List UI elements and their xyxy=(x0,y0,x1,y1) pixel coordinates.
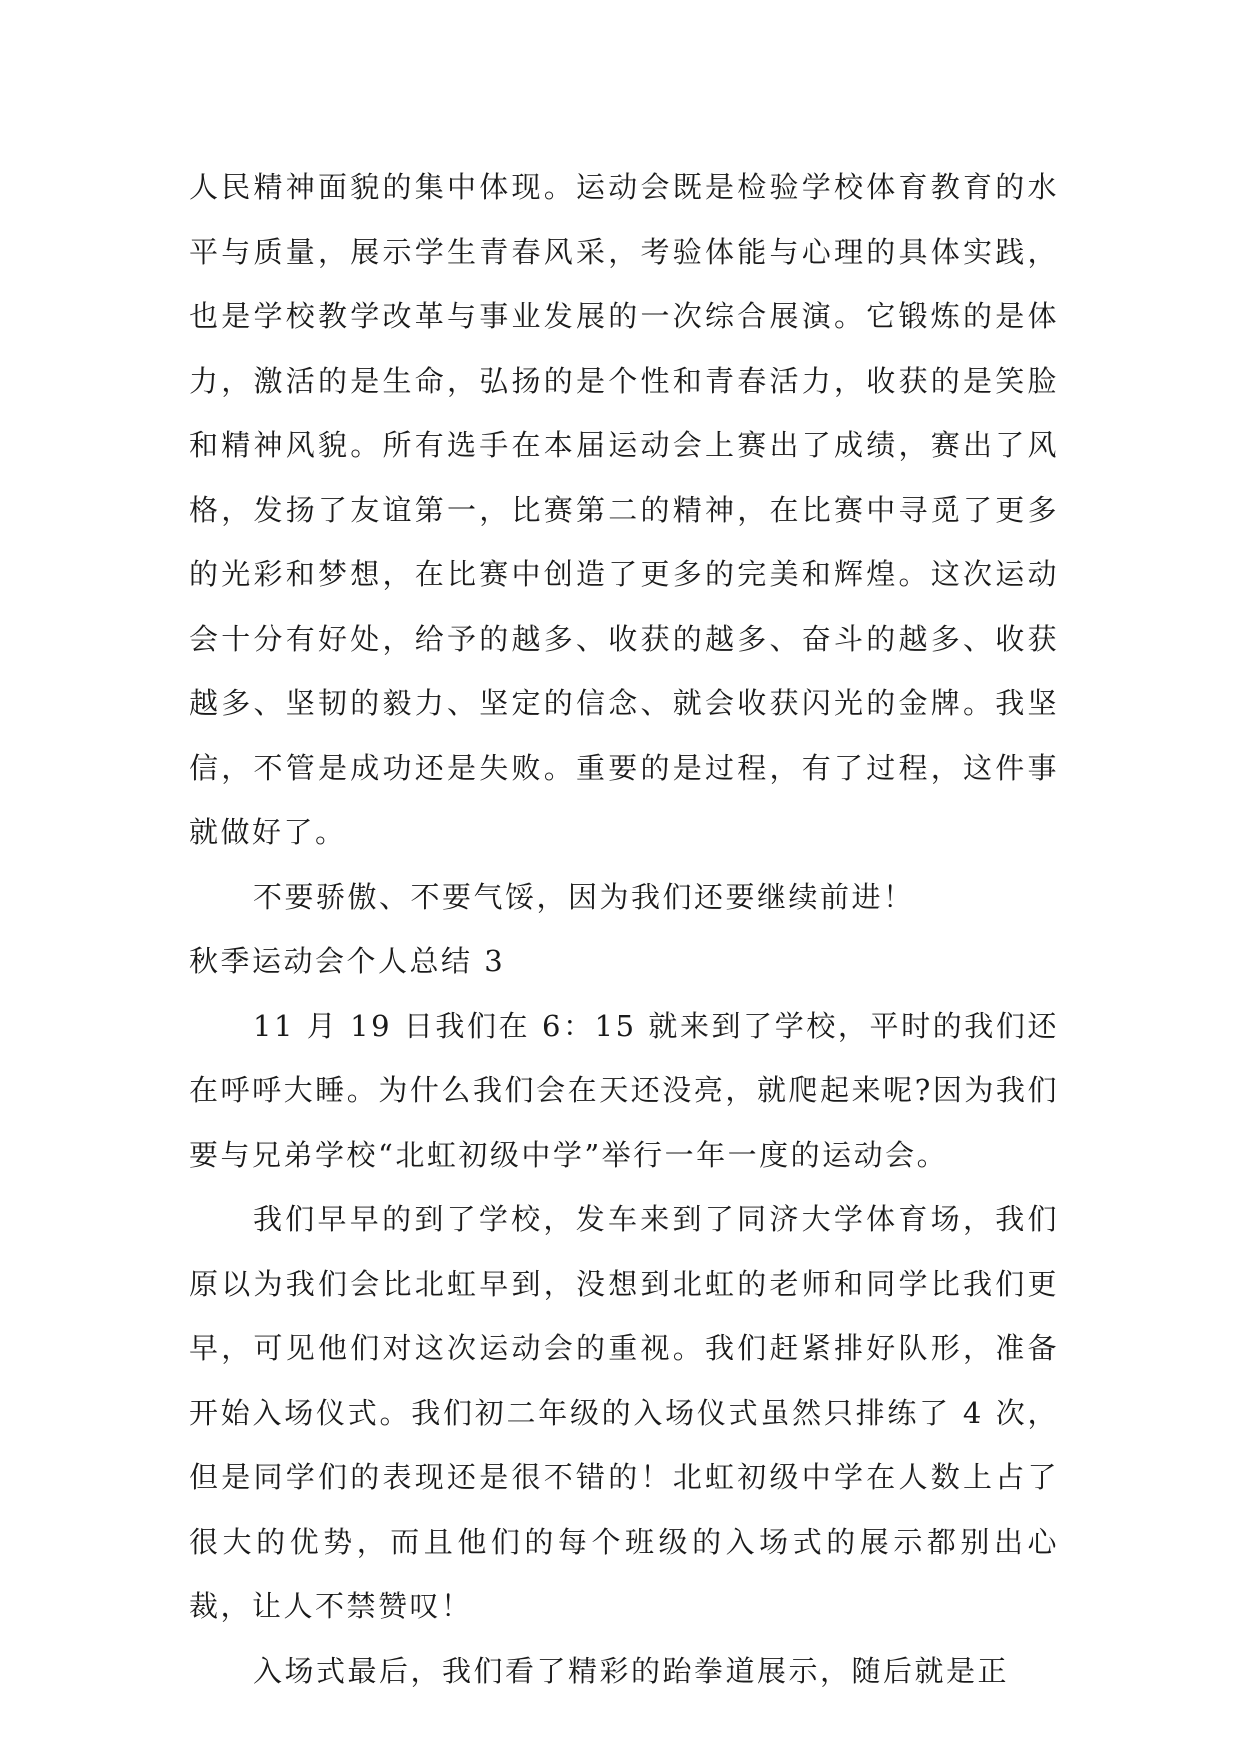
paragraph-encouragement: 不要骄傲、不要气馁，因为我们还要继续前进！ xyxy=(253,879,915,914)
paragraph-morning: 11 月 19 日我们在 6：15 就来到了学校，平时的我们还在呼呼大睡。为什么我们会在天还没亮，就爬起来呢?因为我们要与兄弟学校“北虹初级中学”举行一年一度的运动会。 xyxy=(189,1008,1059,1172)
section-title: 秋季运动会个人总结 3 xyxy=(189,944,506,978)
paragraph-ceremony: 入场式最后，我们看了精彩的跆拳道展示，随后就是正 xyxy=(253,1653,1010,1688)
paragraph-continued: 人民精神面貌的集中体现。运动会既是检验学校体育教育的水平与质量，展示学生青春风采，考验体能与心理的具体实践，也是学校教学改革与事业发展的一次综合展演。它锻炼的是体力，激活的是生命，弘扬的是个性和青春活力，收获的是笑脸和精神风貌。所有选手在本届运动会上赛出了成绩，赛出了风格，发扬了友谊第一，比赛第二的精神，在比赛中寻觅了更多的光彩和梦想，在比赛中创造了更多的完美和辉煌。这次运动会十分有好处，给予的越多、收获的越多、奋斗的越多、收获越多、坚韧的毅力、坚定的信念、就会收获闪光的金牌。我坚信，不管是成功还是失败。重要的是过程，有了过程，这件事就做好了。 xyxy=(189,170,1059,849)
document-body xyxy=(189,155,1059,1703)
paragraph-arrival: 我们早早的到了学校，发车来到了同济大学体育场，我们原以为我们会比北虹早到，没想到北虹的老师和同学比我们更早，可见他们对这次运动会的重视。我们赶紧排好队形，准备开始入场仪式。我们初二年级的入场仪式虽然只排练了 4 次，但是同学们的表现还是很不错的！北虹初级中学在人数上占了很大的优势，而且他们的每个班级的入场式的展示都别出心裁，让人不禁赞叹！ xyxy=(189,1202,1059,1623)
